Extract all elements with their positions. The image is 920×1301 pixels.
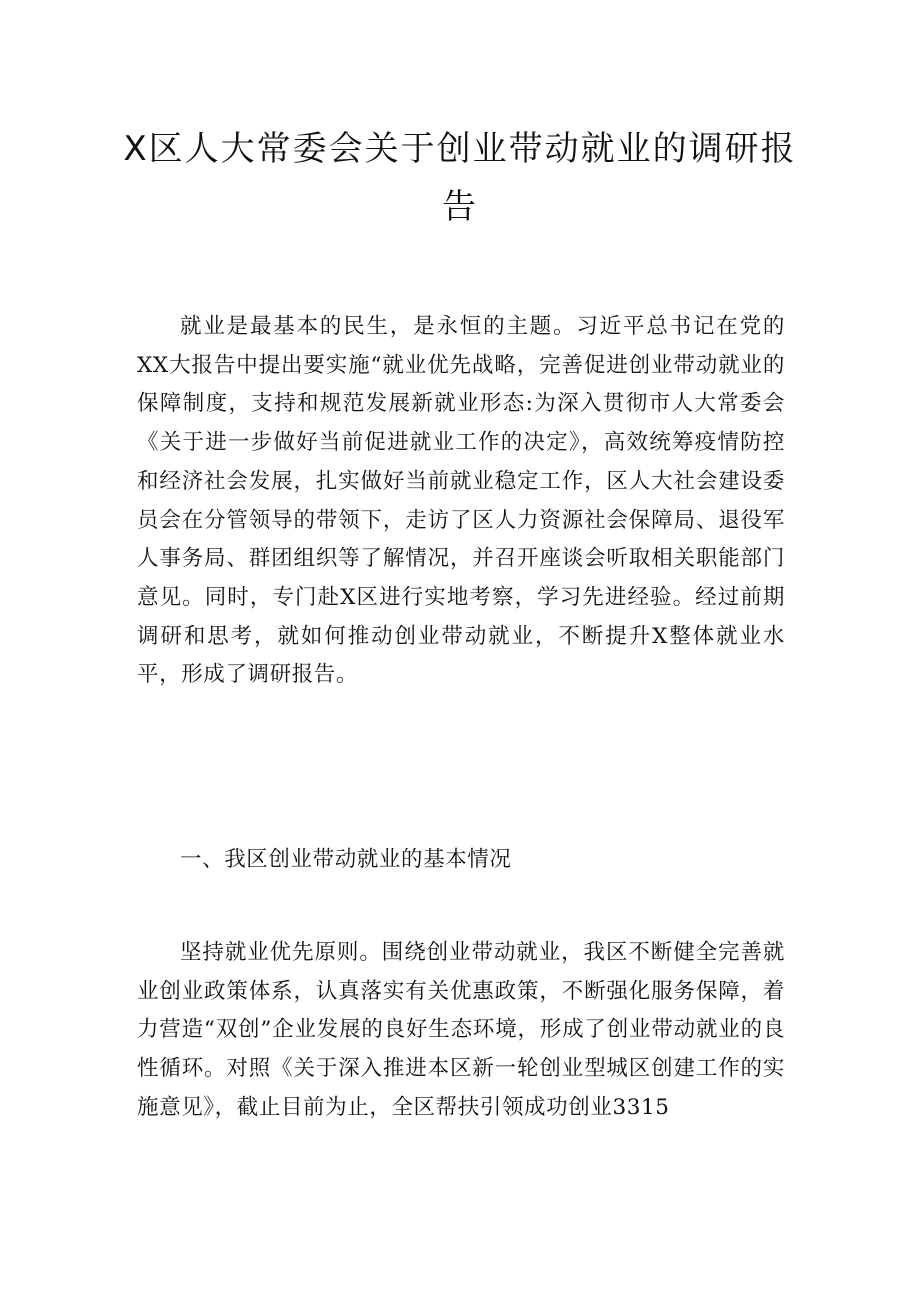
intro-paragraph: 就业是最基本的民生，是永恒的主题。习近平总书记在党的XX大报告中提出要实施“就业优先战略，完善促进创业带动就业的保障制度，支持和规范发展新就业形态:为深入贯彻市人大常委会《关于进一步做好当前促进就业工作的决定》，高效统筹疫情防控和经济社会发展，扎实做好当前就业稳定工作，区人大社会建设委员会在分管领导的带领下，走访了区人力资源社会保障局、退役军人事务局、群团组织等了解情况，并召开座谈会听取相关职能部门意见。同时，专门赴X区进行实地考察，学习先进经验。经过前期调研和思考，就如何推动创业带动就业，不断提升X整体就业水平，形成了调研报告。 (137, 314, 785, 688)
section-heading: 一、我区创业带动就业的基本情况 (180, 847, 512, 872)
section-paragraph: 坚持就业优先原则。围绕创业带动就业，我区不断健全完善就业创业政策体系，认真落实有关优惠政策，不断强化服务保障，着力营造“双创”企业发展的良好生态环境，形成了创业带动就业的良性循环。对照《关于深入推进本区新一轮创业型城区创建工作的实施意见》，截止目前为止，全区帮扶引领成功创业3315 (137, 940, 785, 1120)
document-title: X区人大常委会关于创业带动就业的调研报告 (123, 129, 797, 227)
